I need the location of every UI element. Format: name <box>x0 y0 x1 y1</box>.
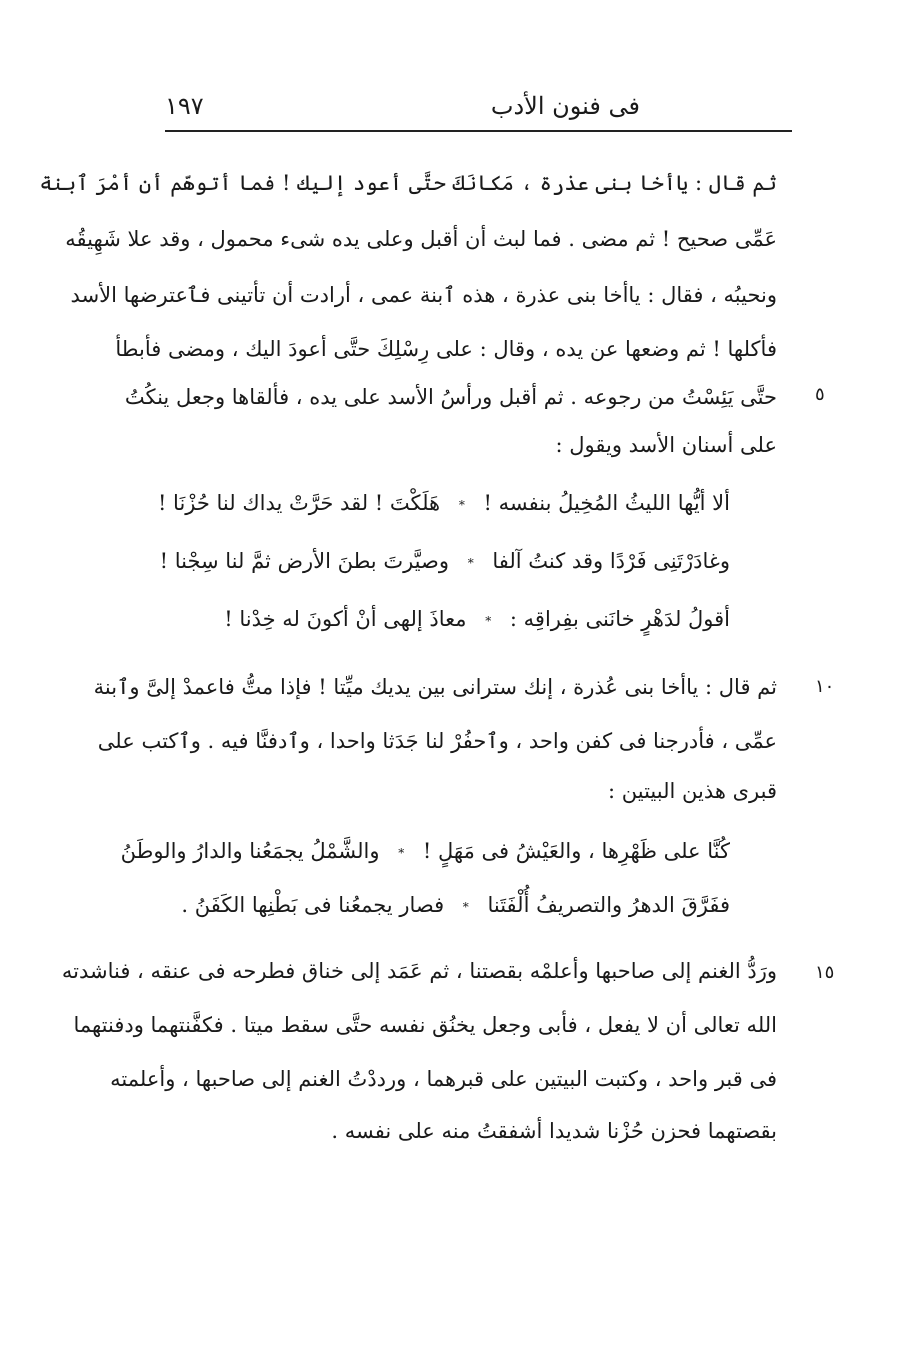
text-line: ثم قال : ياأخا بنى عُذرة ، إنك سترانى بين يديك ميِّتا ! فإذا متُّ فاعمدْ إلىَّ وٱبنة <box>93 675 777 699</box>
text-line: ونحيبُه ، فقال : ياأخا بنى عذرة ، هذه ٱبنة عمى ، أرادت أن تأتينى فٱعترضها الأسد <box>70 283 777 307</box>
verse-line <box>160 546 730 578</box>
verse-hemistich: هَلَكْتَ ! لقد حَرَّتْ يداك لنا حُزْنَا ! <box>157 491 441 515</box>
line-number: ١٥ <box>815 962 835 983</box>
text-line: ورَدُّ الغنم إلى صاحبها وأعلمْه بقصتنا ، ثم عَمَد إلى خناق فطرحه فى عنقه ، فناشدته <box>61 959 777 983</box>
verse-hemistich: والشَّمْلُ يجمَعُنا والدارُ والوطَنُ <box>120 839 380 863</box>
text-line: فأكلها ! ثم وضعها عن يده ، وقال : على رِسْلِكَ حتَّى أعودَ اليك ، ومضى فأبطأ <box>115 337 777 361</box>
verse-line <box>158 488 730 520</box>
text-line: بقصتهما فحزن حُزْنا شديدا أشفقتُ منه على نفسه . <box>331 1119 777 1143</box>
verse-line <box>181 890 730 922</box>
text-line: عمِّى ، فأدرجنا فى كفن واحد ، وٱحفُرْ لنا جَدَثا واحدا ، وٱدفنَّا فيه . وٱكتب على <box>97 729 777 753</box>
verse-line <box>224 604 730 636</box>
text-line: فى قبر واحد ، وكتبت البيتين على قبرهما ، ورددْتُ الغنم إلى صاحبها ، وأعلمته <box>110 1067 777 1091</box>
verse-separator: * <box>398 845 405 860</box>
line-number: ١٠ <box>815 676 835 697</box>
text-line: حتَّى يَئِسْتُ من رجوعه . ثم أقبل ورأسُ الأسد على يده ، فألقاها وجعل ينكُتُ <box>124 385 777 409</box>
verse-hemistich: وغادَرْتَنِى فَرْدًا وقد كنتُ آلفا <box>492 549 730 573</box>
text-line: الله تعالى أن لا يفعل ، فأبى وجعل يخنُق نفسه حتَّى سقط ميتا . فكفَّنتهما ودفنتهما <box>73 1013 777 1037</box>
verse-hemistich: كُنَّا على ظَهْرِها ، والعَيْشُ فى مَهَلٍ ! <box>422 839 730 863</box>
verse-hemistich: أقولُ لدَهْرٍ خانَنى بفِراقِه : <box>509 607 730 631</box>
verse-separator: * <box>467 555 474 570</box>
verse-separator: * <box>462 899 469 914</box>
verse-hemistich: ففَرَّقَ الدهرُ والتصريفُ أُلْفَتَنا <box>487 893 730 917</box>
running-title: فى فنون الأدب <box>490 92 640 120</box>
running-header <box>165 92 790 128</box>
text-line: عَمِّى صحيح ! ثم مضى . فما لبث أن أقبل وعلى يده شىء محمول ، وقد علا شَهِيقُه <box>65 227 777 251</box>
text-line: قبرى هذين البيتين : <box>608 779 777 803</box>
verse-line <box>121 836 730 868</box>
line-number: ٥ <box>815 384 825 405</box>
verse-hemistich: ألا أيُّها الليثُ المُخِيلُ بنفسه ! <box>483 491 730 515</box>
text-line: ثم قال : ياأخا بنى عذرة ، مَكانَكَ حتَّى أعود إليك ! فما أتوهّم أن أمْرَ ٱبنة <box>39 171 777 195</box>
verse-separator: * <box>485 613 492 628</box>
text-line: على أسنان الأسد ويقول : <box>555 433 777 457</box>
verse-hemistich: معاذَ إلهى أنْ أكونَ له خِدْنا ! <box>224 607 467 631</box>
header-rule <box>165 130 792 132</box>
page-number: ١٩٧ <box>165 92 204 120</box>
verse-separator: * <box>458 497 465 512</box>
verse-hemistich: وصيَّرتَ بطنَ الأرض ثمَّ لنا سِجْنا ! <box>159 549 449 573</box>
verse-hemistich: فصار يجمعُنا فى بَطْنِها الكَفَنُ . <box>181 893 445 917</box>
